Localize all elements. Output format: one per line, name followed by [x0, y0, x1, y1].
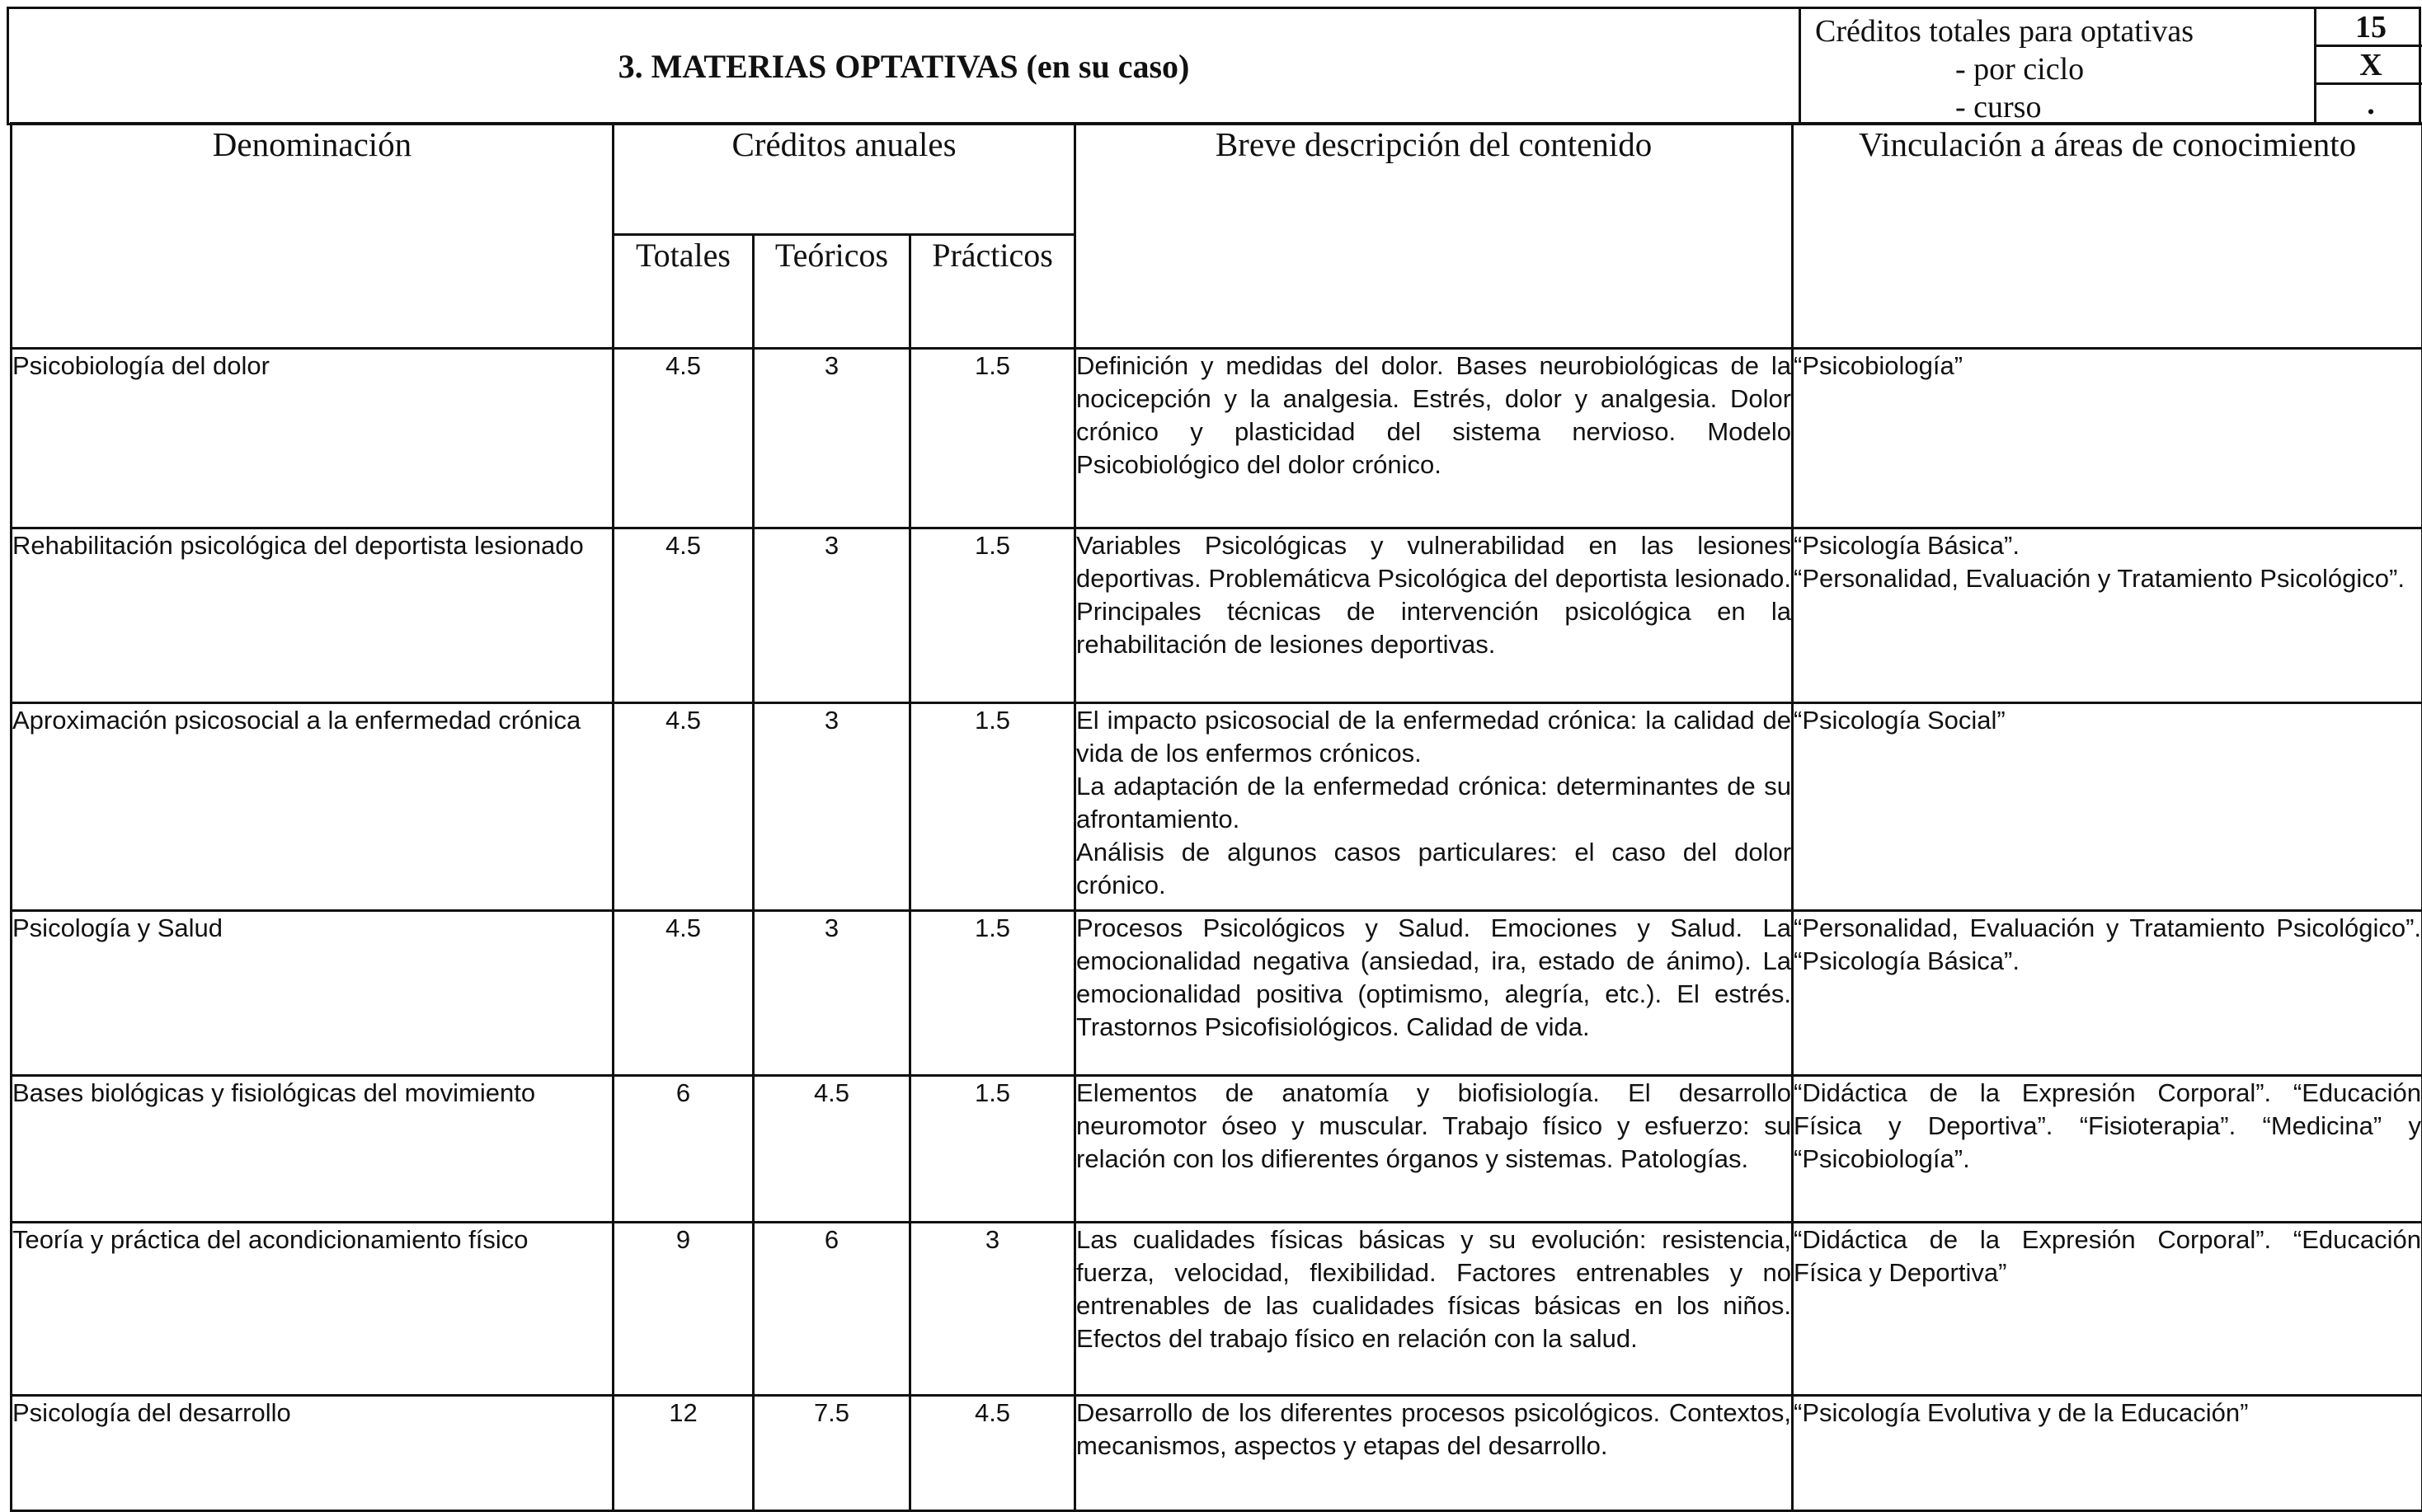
- header-descripcion: Breve descripción del contenido: [1075, 124, 1793, 349]
- knowledge-areas: [1793, 1223, 2422, 1396]
- knowledge-areas: [1793, 911, 2422, 1076]
- subject-name: Aproximación psicosocial a la enfermedad crónica: [12, 703, 614, 911]
- table-row: [12, 1396, 2422, 1511]
- credits-practicos: 1.5: [910, 703, 1075, 911]
- table-row: [12, 349, 2422, 528]
- area-line: “Didáctica de la Expresión Corporal”. “Educación Física y Deportiva”: [1794, 1223, 2421, 1289]
- credits-total-label: Créditos totales para optativas: [1815, 12, 2310, 50]
- description-paragraph: La adaptación de la enfermedad crónica: determinantes de su afrontamiento.: [1076, 770, 1791, 836]
- area-line: “Psicología Social”: [1794, 704, 2421, 737]
- description-paragraph: Análisis de algunos casos particulares: el caso del dolor crónico.: [1076, 836, 1791, 902]
- subject-name: Teoría y práctica del acondicionamiento físico: [12, 1223, 614, 1396]
- subject-description: Elementos de anatomía y biofisiología. El desarrollo neuromotor óseo y muscular. Trabajo físico y esfuerzo: su relación con los difierentes órganos y sistemas. Patologías.: [1075, 1076, 1793, 1223]
- per-course-value: .: [2316, 85, 2422, 123]
- credits-practicos: 1.5: [910, 911, 1075, 1076]
- area-line: “Didáctica de la Expresión Corporal”. “Educación Física y Deportiva”. “Fisioterapia”. “Medicina” y “Psicobiología”.: [1794, 1077, 2421, 1176]
- knowledge-areas: [1793, 349, 2422, 528]
- optional-subjects-table: [10, 122, 2422, 1512]
- credits-total-value: 15: [2316, 9, 2422, 47]
- credits-totales: 12: [614, 1396, 754, 1511]
- table-row: [12, 1223, 2422, 1396]
- credits-teoricos: 3: [754, 703, 910, 911]
- table-row: [12, 911, 2422, 1076]
- credits-totales: 4.5: [614, 528, 754, 703]
- subject-description: Procesos Psicológicos y Salud. Emociones y Salud. La emocionalidad negativa (ansiedad, ira, estado de ánimo). La emocionalidad positiva (optimismo, alegría, etc.). El estrés. Trastornos Psicofisiológicos. Calidad de vida.: [1075, 911, 1793, 1076]
- header-box: [7, 7, 2421, 125]
- description-paragraph: El impacto psicosocial de la enfermedad crónica: la calidad de vida de los enfermos crónicos.: [1076, 704, 1791, 770]
- credits-practicos: 1.5: [910, 528, 1075, 703]
- credits-summary: [1815, 12, 2310, 121]
- per-cycle-label: - por ciclo: [1815, 50, 2310, 88]
- credits-practicos: 4.5: [910, 1396, 1075, 1511]
- header-totales: Totales: [614, 235, 754, 349]
- table-row: [12, 528, 2422, 703]
- subject-name: Psicología y Salud: [12, 911, 614, 1076]
- credits-totales: 6: [614, 1076, 754, 1223]
- knowledge-areas: [1793, 1076, 2422, 1223]
- credits-practicos: 3: [910, 1223, 1075, 1396]
- area-line: “Personalidad, Evaluación y Tratamiento Psicológico”. “Psicología Básica”.: [1794, 912, 2421, 978]
- header-creditos-anuales: Créditos anuales: [614, 124, 1075, 235]
- knowledge-areas: [1793, 703, 2422, 911]
- per-course-label: - curso: [1815, 88, 2310, 126]
- credits-totales: 9: [614, 1223, 754, 1396]
- credits-practicos: 1.5: [910, 349, 1075, 528]
- credits-value-boxes: [2314, 9, 2422, 123]
- credits-totales: 4.5: [614, 703, 754, 911]
- subject-description: Las cualidades físicas básicas y su evolución: resistencia, fuerza, velocidad, flexibilidad. Factores entrenables y no entrenables de las cualidades físicas básicas en los niños. Efectos del trabajo físico en relación con la salud.: [1075, 1223, 1793, 1396]
- table-row: [12, 1076, 2422, 1223]
- credits-teoricos: 3: [754, 528, 910, 703]
- credits-practicos: 1.5: [910, 1076, 1075, 1223]
- header-practicos: Prácticos: [910, 235, 1075, 349]
- area-line: “Psicobiología”: [1794, 350, 2421, 383]
- credits-teoricos: 3: [754, 349, 910, 528]
- header-vinculacion: Vinculación a áreas de conocimiento: [1793, 124, 2422, 349]
- header-teoricos: Teóricos: [754, 235, 910, 349]
- credits-totales: 4.5: [614, 349, 754, 528]
- subject-name: Rehabilitación psicológica del deportista lesionado: [12, 528, 614, 703]
- subject-description: Definición y medidas del dolor. Bases neurobiológicas de la nocicepción y la analgesia. Estrés, dolor y analgesia. Dolor crónico y plasticidad del sistema nervioso. Modelo Psicobiológico del dolor crónico.: [1075, 349, 1793, 528]
- knowledge-areas: [1793, 528, 2422, 703]
- header-divider: [1799, 9, 1801, 123]
- subject-description: Variables Psicológicas y vulnerabilidad en las lesiones deportivas. Problemáticva Psicológica del deportista lesionado. Principales técnicas de intervención psicológica en la rehabilitación de lesiones deportivas.: [1075, 528, 1793, 703]
- area-line: “Psicología Evolutiva y de la Educación”: [1794, 1397, 2421, 1430]
- credits-teoricos: 6: [754, 1223, 910, 1396]
- subject-name: Bases biológicas y fisiológicas del movimiento: [12, 1076, 614, 1223]
- per-cycle-value: X: [2316, 47, 2422, 85]
- credits-teoricos: 7.5: [754, 1396, 910, 1511]
- subject-description: Desarrollo de los diferentes procesos psicológicos. Contextos, mecanismos, aspectos y etapas del desarrollo.: [1075, 1396, 1793, 1511]
- header-denominacion: Denominación: [12, 124, 614, 349]
- credits-teoricos: 3: [754, 911, 910, 1076]
- table-row: [12, 703, 2422, 911]
- credits-totales: 4.5: [614, 911, 754, 1076]
- subject-description: [1075, 703, 1793, 911]
- knowledge-areas: [1793, 1396, 2422, 1511]
- credits-teoricos: 4.5: [754, 1076, 910, 1223]
- area-line: “Personalidad, Evaluación y Tratamiento Psicológico”.: [1794, 562, 2421, 595]
- subject-name: Psicología del desarrollo: [12, 1396, 614, 1511]
- section-title: 3. MATERIAS OPTATIVAS (en su caso): [9, 9, 1799, 123]
- subject-name: Psicobiología del dolor: [12, 349, 614, 528]
- area-line: “Psicología Básica”.: [1794, 529, 2421, 562]
